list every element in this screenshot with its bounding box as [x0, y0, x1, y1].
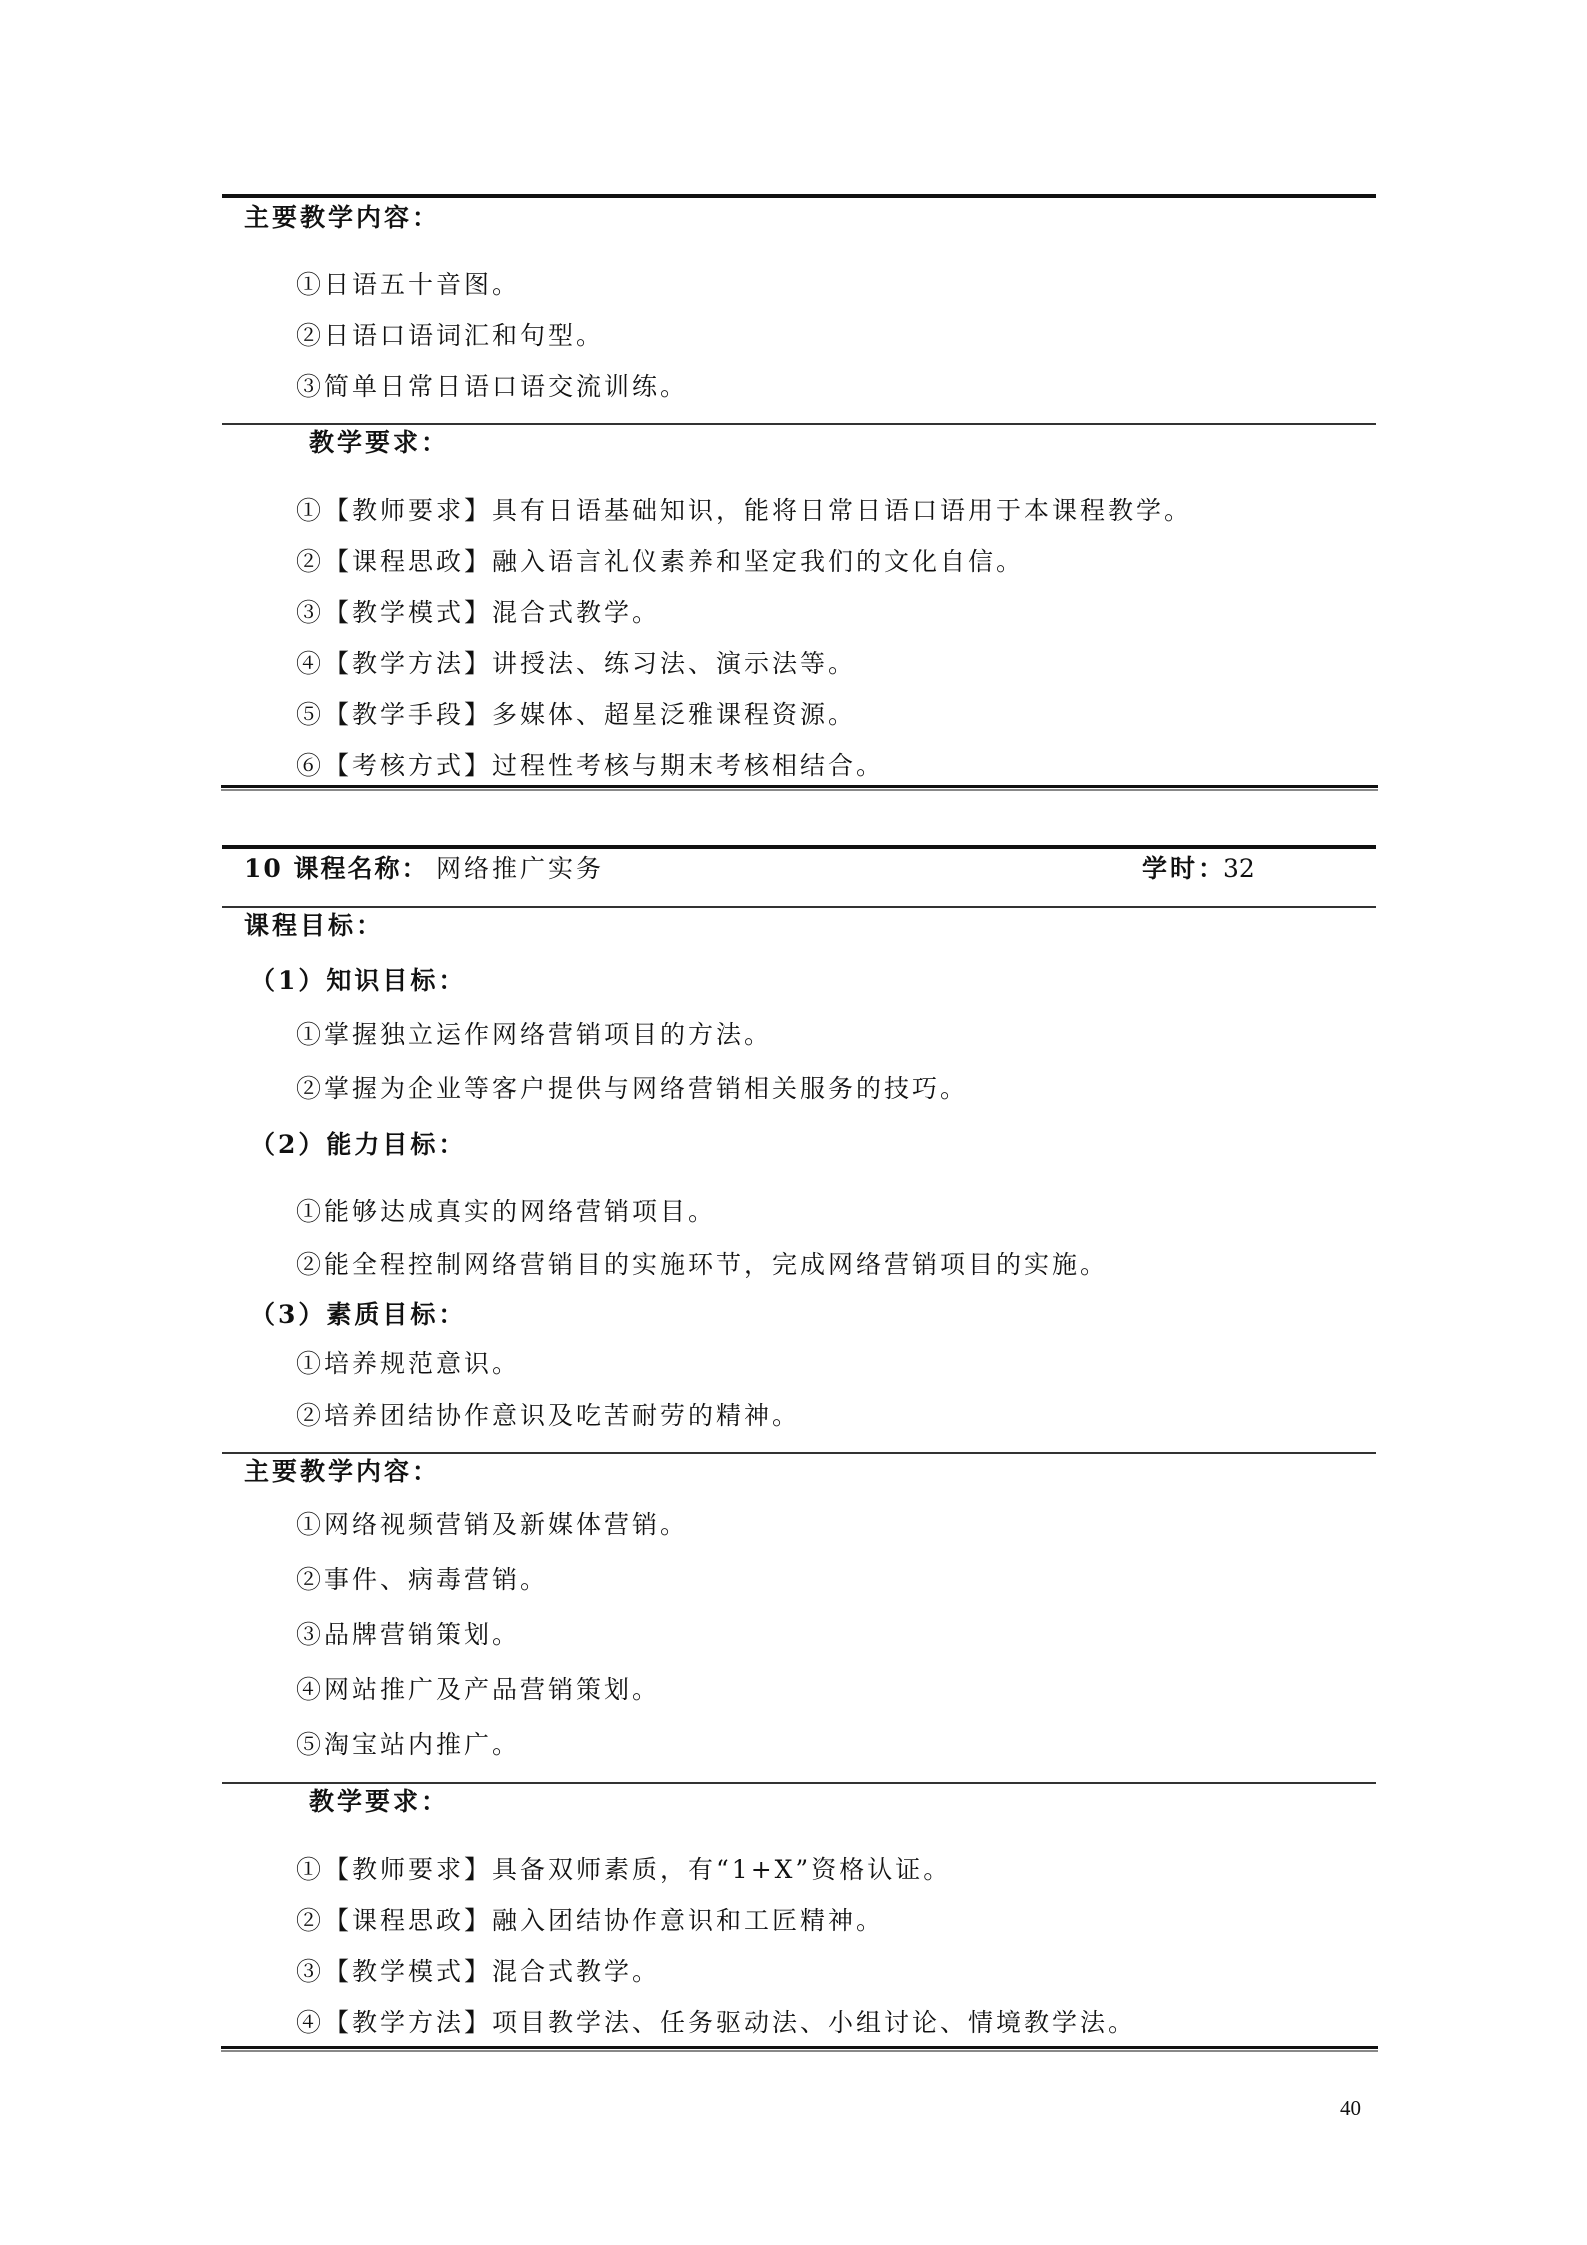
requirement-item: ⑥【考核方式】过程性考核与期末考核相结合。 [296, 751, 885, 780]
knowledge-goal-item: ①掌握独立运作网络营销项目的方法。 [296, 1020, 773, 1049]
content-item: ⑤淘宝站内推广。 [296, 1730, 521, 1759]
requirements-heading: 教学要求： [309, 428, 450, 457]
goals-heading: 课程目标： [244, 911, 385, 940]
requirement-item: ④【教学方法】项目教学法、任务驱动法、小组讨论、情境教学法。 [296, 2008, 1137, 2037]
content-item: ②日语口语词汇和句型。 [296, 321, 605, 350]
requirement-item: ⑤【教学手段】多媒体、超星泛雅课程资源。 [296, 700, 857, 729]
hours-value: 32 [1223, 854, 1255, 883]
content-item: ③简单日常日语口语交流训练。 [296, 372, 689, 401]
section-divider [222, 906, 1376, 908]
requirement-item: ②【课程思政】融入语言礼仪素养和坚定我们的文化自信。 [296, 547, 1025, 576]
page-number: 40 [1340, 2096, 1361, 2120]
table-bottom-rule [221, 785, 1378, 791]
requirement-item: ①【教师要求】具备双师素质，有“1+X”资格认证。 [296, 1855, 952, 1884]
course-name: 网络推广实务 [436, 854, 605, 883]
content-item: ①网络视频营销及新媒体营销。 [296, 1510, 689, 1539]
hours-label: 学时： [1142, 854, 1227, 883]
ability-goals-heading: （2）能力目标： [250, 1130, 467, 1159]
content-heading: 主要教学内容： [244, 203, 441, 232]
section-divider [222, 423, 1376, 425]
requirements-heading: 教学要求： [309, 1787, 450, 1816]
requirement-item: ①【教师要求】具有日语基础知识，能将日常日语口语用于本课程教学。 [296, 496, 1193, 525]
content-item: ③品牌营销策划。 [296, 1620, 521, 1649]
content-item: ①日语五十音图。 [296, 270, 521, 299]
top-rule [222, 194, 1376, 198]
knowledge-goal-item: ②掌握为企业等客户提供与网络营销相关服务的技巧。 [296, 1074, 969, 1103]
ability-goal-item: ①能够达成真实的网络营销项目。 [296, 1197, 717, 1226]
content-item: ②事件、病毒营销。 [296, 1565, 549, 1594]
quality-goal-item: ②培养团结协作意识及吃苦耐劳的精神。 [296, 1401, 801, 1430]
table-bottom-rule [221, 2046, 1378, 2052]
content-item: ④网站推广及产品营销策划。 [296, 1675, 661, 1704]
requirement-item: ③【教学模式】混合式教学。 [296, 1957, 661, 1986]
content-heading: 主要教学内容： [244, 1457, 441, 1486]
requirement-item: ③【教学模式】混合式教学。 [296, 598, 661, 627]
section-divider [222, 1452, 1376, 1454]
quality-goal-item: ①培养规范意识。 [296, 1349, 521, 1378]
knowledge-goals-heading: （1）知识目标： [250, 966, 467, 995]
requirement-item: ②【课程思政】融入团结协作意识和工匠精神。 [296, 1906, 885, 1935]
table-top-rule [222, 845, 1376, 849]
course-label: 10 课程名称： [244, 854, 429, 883]
ability-goal-item: ②能全程控制网络营销目的实施环节，完成网络营销项目的实施。 [296, 1250, 1109, 1279]
requirement-item: ④【教学方法】讲授法、练习法、演示法等。 [296, 649, 857, 678]
quality-goals-heading: （3）素质目标： [250, 1300, 467, 1329]
section-divider [222, 1782, 1376, 1784]
